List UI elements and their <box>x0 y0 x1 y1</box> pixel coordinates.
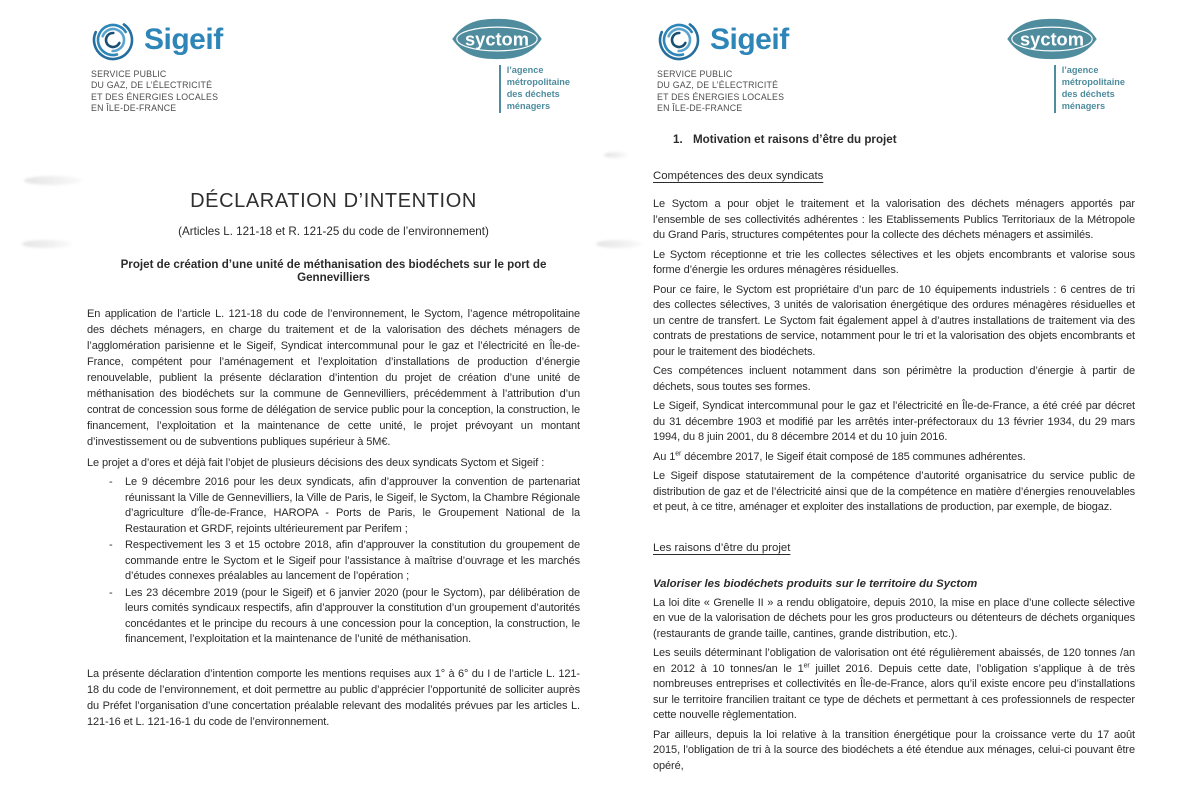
syctom-tagline-line: l’agence <box>506 65 544 75</box>
page-subtitle: (Articles L. 121-18 et R. 121-25 du code de l’environnement) <box>178 225 489 238</box>
sigeif-tagline-line: ET DES ÉNERGIES LOCALES <box>657 91 785 102</box>
syctom-tagline-line: ménagers <box>1061 100 1106 111</box>
dash-marker: - <box>109 476 113 488</box>
sigeif-tagline-line: EN ÎLE-DE-FRANCE <box>657 103 743 114</box>
bullet-item <box>87 475 580 537</box>
syctom-tagline-line: métropolitaine <box>1061 76 1125 87</box>
paragraph-sigeif-competence: Le Sigeif dispose statutairement de la compétence d’autorité organisatrice du service public de distribution de gaz et de l’électricité ainsi que de la compétence en matière d’énergies renouvelables et peut, à ce titre, aménager et exploiter des installations de production, par exemple, de biogaz. <box>653 470 1135 513</box>
sigeif-tagline-line: DU GAZ, DE L’ÉLECTRICITÉ <box>657 80 779 91</box>
sigeif-tagline-line: ET DES ÉNERGIES LOCALES <box>91 91 219 102</box>
syctom-tagline <box>499 65 570 113</box>
dash-marker: - <box>109 586 113 599</box>
subsection-valoriser: Valoriser les biodéchets produits sur le territoire du Syctom <box>653 577 978 590</box>
sigeif-logo <box>91 18 223 115</box>
paragraph-sigeif-cree: Le Sigeif, Syndicat intercommunal pour le gaz et l’électricité en Île-de-France, a été créé par décret du 31 décembre 1903 et modifié par les arrêtés inter-préfectoraux du 13 février 1934, du 29 mars 1994, du 8 juin 2001, du 8 décembre 2014 et du 10 juin 2016. <box>653 400 1135 443</box>
sigeif-tagline-line: DU GAZ, DE L’ÉLECTRICITÉ <box>91 80 213 91</box>
paragraph-competences-energie: Ces compétences incluent notamment dans son périmètre la production d’énergie à partir de déchets, sous toutes ses formes. <box>653 365 1135 393</box>
paragraph-sigeif-communes <box>653 450 1135 466</box>
superscript-er: er <box>675 449 682 457</box>
syctom-eye-icon <box>1006 18 1098 60</box>
subsection-competences: Compétences des deux syndicats <box>653 170 824 182</box>
superscript-er: er <box>803 661 810 669</box>
syctom-tagline-line: des déchets <box>1061 88 1115 99</box>
paragraph-decisions-intro: Le projet a d’ores et déjà fait l’objet de plusieurs décisions des deux syndicats Syctom et Sigeif : <box>87 457 545 469</box>
syctom-tagline-line: métropolitaine <box>506 76 570 87</box>
section-number: 1. <box>673 133 683 146</box>
sigeif-wordmark: Sigeif <box>710 23 789 56</box>
seuils-pre: Les seuils déterminant l’obligation de valorisation ont été régulièrement abaissés, de 120 tonnes /an en 2012 à 10 tonnes/an le 1 <box>653 647 1135 675</box>
sigeif-tagline <box>657 69 789 115</box>
section-title: Motivation et raisons d’être du projet <box>693 133 897 146</box>
sigeif-spiral-icon <box>91 18 135 62</box>
paragraph-syctom-objet: Le Syctom a pour objet le traitement et la valorisation des déchets ménagers apportés par l’ensemble de ses collectivités adhérentes : les Etablissements Publics Territoriaux de la Métropole du Grand Paris, structures compétentes pour la collecte des déchets ménagers et assimilés. <box>653 198 1135 241</box>
syctom-wordmark: syctom <box>464 28 529 50</box>
bullet-text: Le 9 décembre 2016 pour les deux syndicats, afin d’approuver la convention de partenariat réunissant la Ville de Gennevilliers, la Ville de Paris, le Sigeif, le Syctom, la Chambre Régionale d’agriculture d’Île-de-France, HAROPA - Ports de Paris, le Groupement National de la Restauration et GRDF, rejoints ultérieurement par Perifem ; <box>125 476 580 535</box>
syctom-logo <box>451 18 570 113</box>
sigeif-logo-top <box>657 18 789 62</box>
syctom-tagline-line: ménagers <box>506 100 551 111</box>
project-heading: Projet de création d’une unité de méthanisation des biodéchets sur le port de Gennevilliers <box>120 258 547 284</box>
communes-post: décembre 2017, le Sigeif était composé de 185 communes adhérentes. <box>681 450 1026 463</box>
paragraph-seuils <box>653 646 1135 724</box>
bullet-item <box>87 586 580 648</box>
sigeif-tagline-line: SERVICE PUBLIC <box>91 69 167 79</box>
page-1-header <box>87 18 580 114</box>
subsection-raisons: Les raisons d’être du projet <box>653 541 791 554</box>
bullet-item <box>87 538 580 585</box>
seuils-post: juillet 2016. Depuis cette date, l’obligation s’applique à de très nombreuses entreprises et collectivités en Île-de-France, alors qu’il existe encore peu d’installations sur le territoire francilien traitant ce type de déchets et permettant à ces professionnels de respecter cette nouvelle règlementation. <box>653 662 1135 721</box>
dash-marker: - <box>109 539 113 551</box>
sigeif-logo-top <box>91 18 223 62</box>
sigeif-tagline-line: SERVICE PUBLIC <box>657 69 733 79</box>
syctom-tagline-line: l’agence <box>1061 65 1099 75</box>
page-title: DÉCLARATION D’INTENTION <box>190 190 477 212</box>
syctom-tagline <box>1054 65 1125 113</box>
section-heading <box>653 132 1135 148</box>
page-2 <box>600 0 1200 800</box>
sigeif-tagline <box>91 69 223 115</box>
sigeif-wordmark: Sigeif <box>144 23 223 56</box>
syctom-tagline-line: des déchets <box>506 88 560 99</box>
page-2-header <box>653 18 1135 114</box>
communes-pre: Au 1 <box>653 450 676 463</box>
paragraph-syctom-parc: Pour ce faire, le Syctom est propriétaire d’un parc de 10 équipements industriels : 6 centres de tri des collectes sélectives, 3 unités de valorisation énergétique des ordures ménagères résiduelles et un centre de transfert. Le Syctom fait également appel à d’autres installations de traitement via des contrats de prestations de service, notamment pour le tri et la valorisation des objets encombrants et pour le traitement des biodéchets. <box>653 283 1135 358</box>
bullet-list <box>87 475 580 648</box>
sigeif-tagline-line: EN ÎLE-DE-FRANCE <box>91 103 177 114</box>
syctom-eye-icon <box>451 18 543 60</box>
bullet-text: Respectivement les 3 et 15 octobre 2018, afin d’approuver la constitution du groupement de commande entre le Syctom et le Sigeif pour l’assistance à maîtrise d’ouvrage et les marchés d’études connexes préalables au lancement de l’opération ; <box>125 539 580 582</box>
sigeif-spiral-icon <box>657 18 701 62</box>
syctom-wordmark: syctom <box>1019 28 1084 50</box>
paragraph-application: En application de l’article L. 121-18 du code de l’environnement, le Syctom, l’agence métropolitaine des déchets ménagers, en charge du traitement et de la valorisation des déchets ménagers de l’agglomération parisienne et le Sigeif, Syndicat intercommunal pour le gaz et l’électricité en Île-de-France, compétent pour l’aménagement et l’exploitation d’installations de production d’énergie renouvelable, publient la présente déclaration d’intention du projet de création d’une unité de méthanisation des biodéchets sur la commune de Gennevilliers, précédemment à l’attribution d’un contrat de concession sous forme de délégation de service public pour la conception, la construction, le financement, l’exploitation et la maintenance de cette unité, le projet prévoyant un montant d’investissement ou de subventions publiques supérieur à 5M€. <box>87 308 580 448</box>
paragraph-grenelle: La loi dite « Grenelle II » a rendu obligatoire, depuis 2010, la mise en place d’une collecte sélective en vue de la valorisation de déchets pour les gros producteurs ou détenteurs de déchets organiques (restaurants de grande taille, cantines, grande distribution, etc.). <box>653 596 1135 640</box>
sigeif-logo <box>657 18 789 115</box>
paragraph-transition: Par ailleurs, depuis la loi relative à la transition énergétique pour la croissance verte du 17 août 2015, l’obligation de tri à la source des biodéchets a été étendue aux ménages, celui-ci pouvant être opéré, <box>653 728 1135 772</box>
paragraph-mentions: La présente déclaration d’intention comporte les mentions requises aux 1° à 6° du I de l’article L. 121-18 du code de l’environnement, et doit permettre au public d’apprécier l’opportunité de solliciter auprès du Préfet l’organisation d’une concertation préalable relevant des modalités prévues par les articles L. 121-16 et L. 121-16-1 du code de l’environnement. <box>87 667 580 728</box>
bullet-text: Les 23 décembre 2019 (pour le Sigeif) et 6 janvier 2020 (pour le Syctom), par délibération de leurs comités syndicaux respectifs, afin d’approuver la constitution d’un groupement d’autorités concédantes et le principe du recours à une concession pour la conception, la construction, le financement, l’exploitation et la maintenance de l’unité de méthanisation. <box>125 586 580 645</box>
syctom-logo <box>1006 18 1125 113</box>
paragraph-syctom-receptionne: Le Syctom réceptionne et trie les collectes sélectives et les objets encombrants et valorise sous forme d’énergie les ordures ménagères résiduelles. <box>653 248 1135 276</box>
